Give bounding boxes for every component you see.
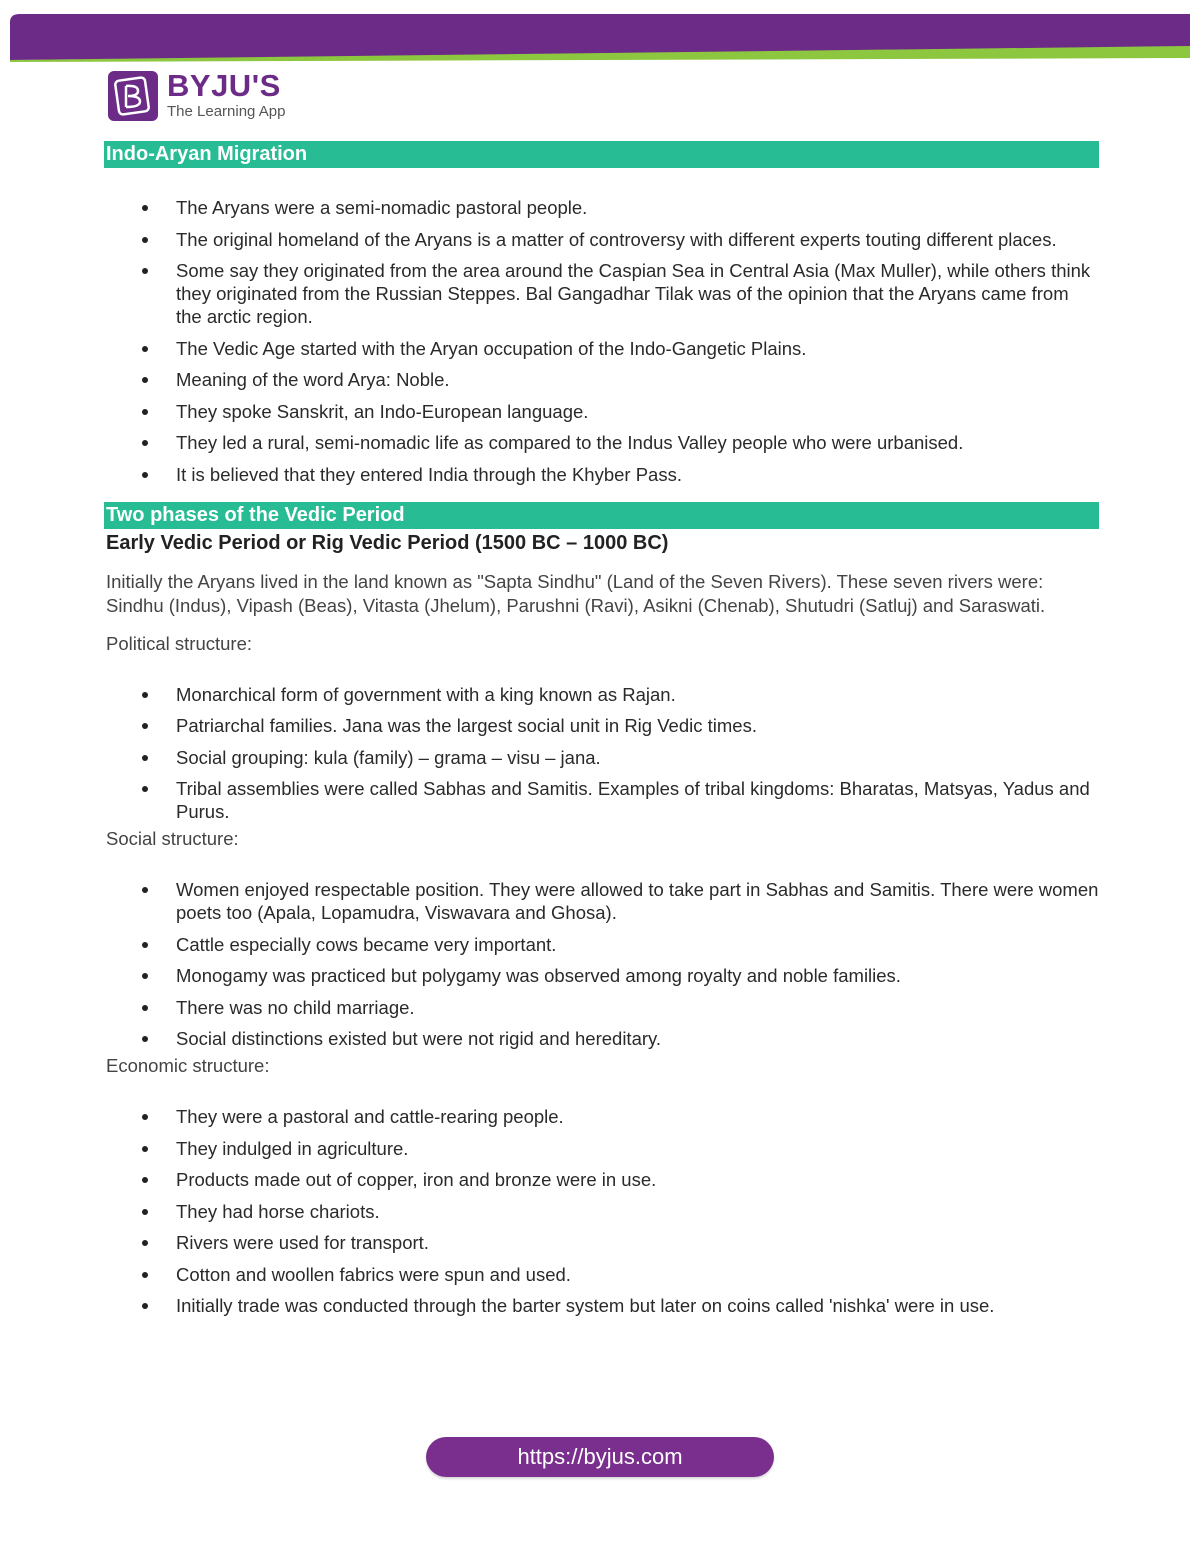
bullet-icon (142, 692, 148, 698)
bullet-icon (142, 472, 148, 478)
list-item: Some say they originated from the area around the Caspian Sea in Central Asia (Max Muller), while others think they originated from the Russian Steppes. Bal Gangadhar Tilak was of the opinion that the Aryans came from the arctic region. (104, 259, 1099, 328)
logo-text (167, 70, 285, 121)
list-item: Initially trade was conducted through the barter system but later on coins called 'nishka' were in use. (104, 1294, 1099, 1317)
list-item: The original homeland of the Aryans is a matter of controversy with different experts touting different places. (104, 228, 1099, 251)
list-item: Monogamy was practiced but polygamy was observed among royalty and noble families. (104, 964, 1099, 987)
intro-paragraph: Initially the Aryans lived in the land known as "Sapta Sindhu" (Land of the Seven Rivers). These seven rivers were: Sindhu (Indus), Vipash (Beas), Vitasta (Jhelum), Parushni (Ravi), Asikni (Chenab), Shutudri (Satluj) and Saraswati. (106, 570, 1046, 616)
bullet-icon (142, 1114, 148, 1120)
bullet-icon (142, 440, 148, 446)
list-item: Rivers were used for transport. (104, 1231, 1099, 1254)
list-item: Meaning of the word Arya: Noble. (104, 368, 1099, 391)
list-item: They led a rural, semi-nomadic life as compared to the Indus Valley people who were urbanised. (104, 431, 1099, 454)
section1-bullet-list (104, 196, 1099, 486)
byjus-logo-icon (107, 70, 159, 122)
bullet-icon (142, 973, 148, 979)
bullet-icon (142, 409, 148, 415)
list-item: The Vedic Age started with the Aryan occupation of the Indo-Gangetic Plains. (104, 337, 1099, 360)
social-bullet-list (104, 878, 1099, 1050)
political-structure-label: Political structure: (106, 632, 252, 654)
bullet-icon (142, 942, 148, 948)
social-structure-label: Social structure: (106, 828, 239, 849)
bullet-icon (142, 887, 148, 893)
list-item: Monarchical form of government with a king known as Rajan. (104, 683, 1099, 706)
bullet-icon (142, 723, 148, 729)
bullet-icon (142, 1303, 148, 1309)
section-heading-indo-aryan: Indo-Aryan Migration (104, 141, 1099, 168)
bullet-icon (142, 237, 148, 243)
economic-bullet-list (104, 1105, 1099, 1317)
bullet-icon (142, 1036, 148, 1042)
bullet-icon (142, 786, 148, 792)
bullet-icon (142, 346, 148, 352)
list-item: There was no child marriage. (104, 996, 1099, 1019)
brand-tagline: The Learning App (167, 103, 286, 120)
brand-name: BYJU'S (167, 68, 281, 103)
list-item: Women enjoyed respectable position. They were allowed to take part in Sabhas and Samitis. There were women poets too (Apala, Lopamudra, Viswavara and Ghosa). (104, 878, 1099, 924)
list-item: Patriarchal families. Jana was the largest social unit in Rig Vedic times. (104, 714, 1099, 737)
list-item: Cotton and woollen fabrics were spun and used. (104, 1263, 1099, 1286)
website-link-button[interactable]: https://byjus.com (426, 1437, 774, 1477)
list-item: They were a pastoral and cattle-rearing people. (104, 1105, 1099, 1128)
byjus-logo (107, 70, 285, 122)
list-item: Cattle especially cows became very important. (104, 933, 1099, 956)
bullet-icon (142, 755, 148, 761)
header-band (0, 0, 1200, 70)
bullet-icon (142, 268, 148, 274)
bullet-icon (142, 1177, 148, 1183)
list-item: Social distinctions existed but were not rigid and hereditary. (104, 1027, 1099, 1050)
list-item: It is believed that they entered India through the Khyber Pass. (104, 463, 1099, 486)
list-item: They indulged in agriculture. (104, 1137, 1099, 1160)
bullet-icon (142, 1209, 148, 1215)
economic-structure-label: Economic structure: (106, 1055, 270, 1076)
bullet-icon (142, 1272, 148, 1278)
bullet-icon (142, 1146, 148, 1152)
list-item: Tribal assemblies were called Sabhas and Samitis. Examples of tribal kingdoms: Bharatas, Matsyas, Yadus and Purus. (104, 777, 1099, 823)
bullet-icon (142, 1005, 148, 1011)
bullet-icon (142, 1240, 148, 1246)
list-item: Social grouping: kula (family) – grama – visu – jana. (104, 746, 1099, 769)
political-bullet-list (104, 683, 1099, 824)
subheading-early-vedic: Early Vedic Period or Rig Vedic Period (1500 BC – 1000 BC) (106, 531, 669, 554)
bullet-icon (142, 205, 148, 211)
document-body (104, 141, 1099, 1326)
section-heading-vedic-phases: Two phases of the Vedic Period (104, 502, 1099, 529)
list-item: They had horse chariots. (104, 1200, 1099, 1223)
bullet-icon (142, 377, 148, 383)
list-item: Products made out of copper, iron and bronze were in use. (104, 1168, 1099, 1191)
list-item: They spoke Sanskrit, an Indo-European language. (104, 400, 1099, 423)
list-item: The Aryans were a semi-nomadic pastoral people. (104, 196, 1099, 219)
